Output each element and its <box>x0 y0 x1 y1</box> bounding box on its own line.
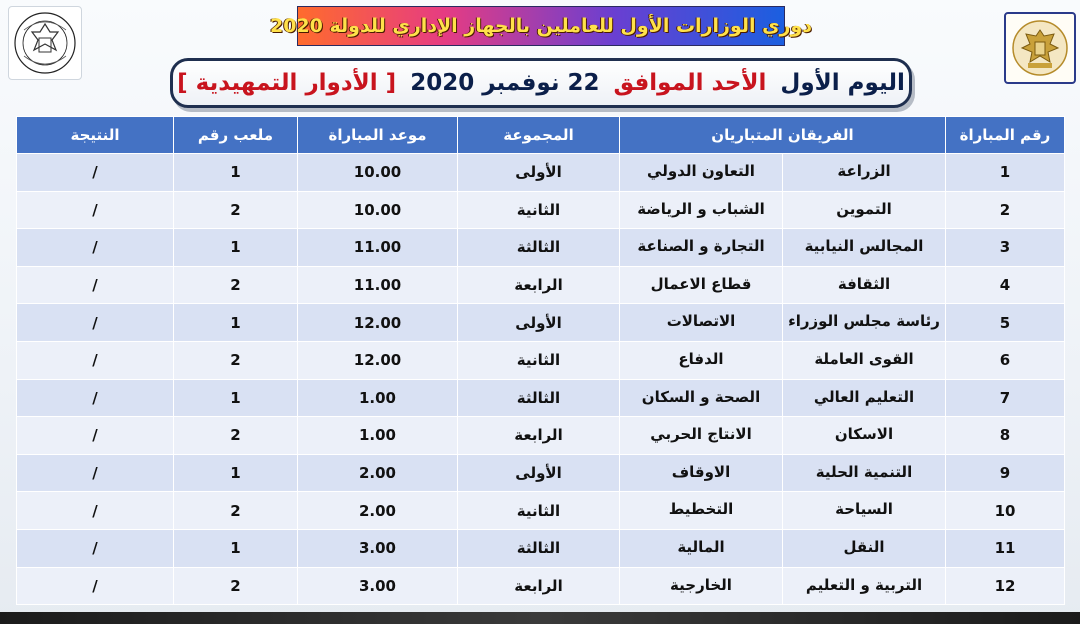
time-cell: 12.00 <box>298 341 458 379</box>
result-cell: / <box>17 567 174 605</box>
match-number-cell: 9 <box>946 454 1065 492</box>
table-row <box>17 266 1065 304</box>
team-b-name: الخارجية <box>670 575 732 594</box>
teams-cell <box>620 379 946 417</box>
team-a-name: النقل <box>782 530 945 567</box>
time-cell: 10.00 <box>298 154 458 192</box>
col-header-result: النتيجة <box>17 117 174 154</box>
date-label: 22 نوفمبر 2020 <box>410 70 600 96</box>
result-cell: / <box>17 191 174 229</box>
ministry-of-youth-logo <box>8 6 82 80</box>
field-cell: 2 <box>174 341 298 379</box>
result-cell: / <box>17 379 174 417</box>
time-cell: 2.00 <box>298 492 458 530</box>
teams-cell <box>620 304 946 342</box>
bottom-bar <box>0 612 1080 624</box>
col-header-field: ملعب رقم <box>174 117 298 154</box>
field-cell: 2 <box>174 417 298 455</box>
table-row <box>17 229 1065 267</box>
match-number-cell: 5 <box>946 304 1065 342</box>
team-b-name: الصحة و السكان <box>641 387 761 406</box>
field-cell: 1 <box>174 379 298 417</box>
group-cell: الثانية <box>458 492 620 530</box>
table-row <box>17 417 1065 455</box>
teams-cell <box>620 229 946 267</box>
time-cell: 2.00 <box>298 454 458 492</box>
match-number-cell: 12 <box>946 567 1065 605</box>
team-b-name: المالية <box>677 537 725 556</box>
match-number-cell: 4 <box>946 266 1065 304</box>
group-cell: الرابعة <box>458 567 620 605</box>
table-row <box>17 191 1065 229</box>
time-cell: 1.00 <box>298 417 458 455</box>
egypt-emblem-logo <box>1004 12 1076 84</box>
time-cell: 12.00 <box>298 304 458 342</box>
teams-cell <box>620 154 946 192</box>
group-cell: الأولى <box>458 304 620 342</box>
group-cell: الثانية <box>458 341 620 379</box>
teams-cell <box>620 454 946 492</box>
field-cell: 2 <box>174 266 298 304</box>
field-cell: 1 <box>174 529 298 567</box>
league-title: دوري الوزارات الأول للعاملين بالجهاز الإداري للدولة 2020 <box>269 15 813 37</box>
table-row <box>17 341 1065 379</box>
team-a-name: التنمية الحلية <box>782 455 945 492</box>
group-cell: الرابعة <box>458 417 620 455</box>
group-cell: الأولى <box>458 154 620 192</box>
match-number-cell: 11 <box>946 529 1065 567</box>
team-a-name: الثقافة <box>782 267 945 304</box>
team-a-name: التعليم العالي <box>782 380 945 417</box>
match-number-cell: 1 <box>946 154 1065 192</box>
teams-cell <box>620 529 946 567</box>
league-title-banner <box>269 6 813 46</box>
team-b-name: الشباب و الرياضة <box>637 199 765 218</box>
match-number-cell: 3 <box>946 229 1065 267</box>
teams-cell <box>620 191 946 229</box>
time-cell: 11.00 <box>298 266 458 304</box>
group-cell: الثالثة <box>458 229 620 267</box>
result-cell: / <box>17 229 174 267</box>
teams-cell <box>620 266 946 304</box>
field-cell: 1 <box>174 154 298 192</box>
weekday-label: الأحد الموافق <box>613 70 767 96</box>
result-cell: / <box>17 417 174 455</box>
team-b-name: الاتصالات <box>666 312 736 331</box>
team-a-name: رئاسة مجلس الوزراء <box>782 304 945 341</box>
team-b-name: الدفاع <box>678 349 724 368</box>
match-number-cell: 10 <box>946 492 1065 530</box>
table-row <box>17 154 1065 192</box>
table-row <box>17 567 1065 605</box>
team-a-name: القوى العاملة <box>782 342 945 379</box>
team-b-name: الاوقاف <box>671 462 731 481</box>
youth-ministry-emblem-icon <box>12 10 78 76</box>
time-cell: 10.00 <box>298 191 458 229</box>
field-cell: 1 <box>174 229 298 267</box>
result-cell: / <box>17 492 174 530</box>
day-info-box <box>170 58 912 108</box>
teams-cell <box>620 567 946 605</box>
team-b-name: قطاع الاعمال <box>650 274 752 293</box>
result-cell: / <box>17 154 174 192</box>
team-b-name: التخطيط <box>668 500 734 519</box>
match-number-cell: 8 <box>946 417 1065 455</box>
teams-cell <box>620 341 946 379</box>
time-cell: 3.00 <box>298 567 458 605</box>
table-row <box>17 454 1065 492</box>
group-cell: الثانية <box>458 191 620 229</box>
group-cell: الثالثة <box>458 529 620 567</box>
stage-label: [ الأدوار التمهيدية ] <box>177 70 397 96</box>
eagle-emblem-icon <box>1010 18 1070 78</box>
team-b-name: الانتاج الحربي <box>650 425 752 444</box>
field-cell: 2 <box>174 567 298 605</box>
table-row <box>17 529 1065 567</box>
match-number-cell: 7 <box>946 379 1065 417</box>
col-header-time: موعد المباراة <box>298 117 458 154</box>
teams-cell <box>620 417 946 455</box>
match-number-cell: 2 <box>946 191 1065 229</box>
time-cell: 11.00 <box>298 229 458 267</box>
field-cell: 1 <box>174 454 298 492</box>
teams-cell <box>620 492 946 530</box>
team-a-name: التموين <box>782 192 945 229</box>
time-cell: 3.00 <box>298 529 458 567</box>
field-cell: 2 <box>174 191 298 229</box>
result-cell: / <box>17 304 174 342</box>
day-label: اليوم الأول <box>780 70 905 96</box>
result-cell: / <box>17 529 174 567</box>
time-cell: 1.00 <box>298 379 458 417</box>
field-cell: 1 <box>174 304 298 342</box>
table-row <box>17 379 1065 417</box>
col-header-match-no: رقم المباراة <box>946 117 1065 154</box>
team-a-name: الزراعة <box>782 154 945 191</box>
group-cell: الأولى <box>458 454 620 492</box>
col-header-group: المجموعة <box>458 117 620 154</box>
team-a-name: الاسكان <box>782 417 945 454</box>
result-cell: / <box>17 454 174 492</box>
group-cell: الثالثة <box>458 379 620 417</box>
match-number-cell: 6 <box>946 341 1065 379</box>
team-a-name: السياحة <box>782 492 945 529</box>
team-b-name: التجارة و الصناعة <box>637 237 765 256</box>
result-cell: / <box>17 266 174 304</box>
field-cell: 2 <box>174 492 298 530</box>
table-row <box>17 304 1065 342</box>
team-a-name: التربية و التعليم <box>782 568 945 605</box>
group-cell: الرابعة <box>458 266 620 304</box>
team-b-name: التعاون الدولي <box>647 162 755 180</box>
match-schedule-table <box>16 116 1065 605</box>
table-row <box>17 492 1065 530</box>
col-header-teams: الفريقان المتباريان <box>620 117 946 154</box>
table-header-row <box>17 117 1065 154</box>
result-cell: / <box>17 341 174 379</box>
team-a-name: المجالس النيابية <box>782 229 945 266</box>
